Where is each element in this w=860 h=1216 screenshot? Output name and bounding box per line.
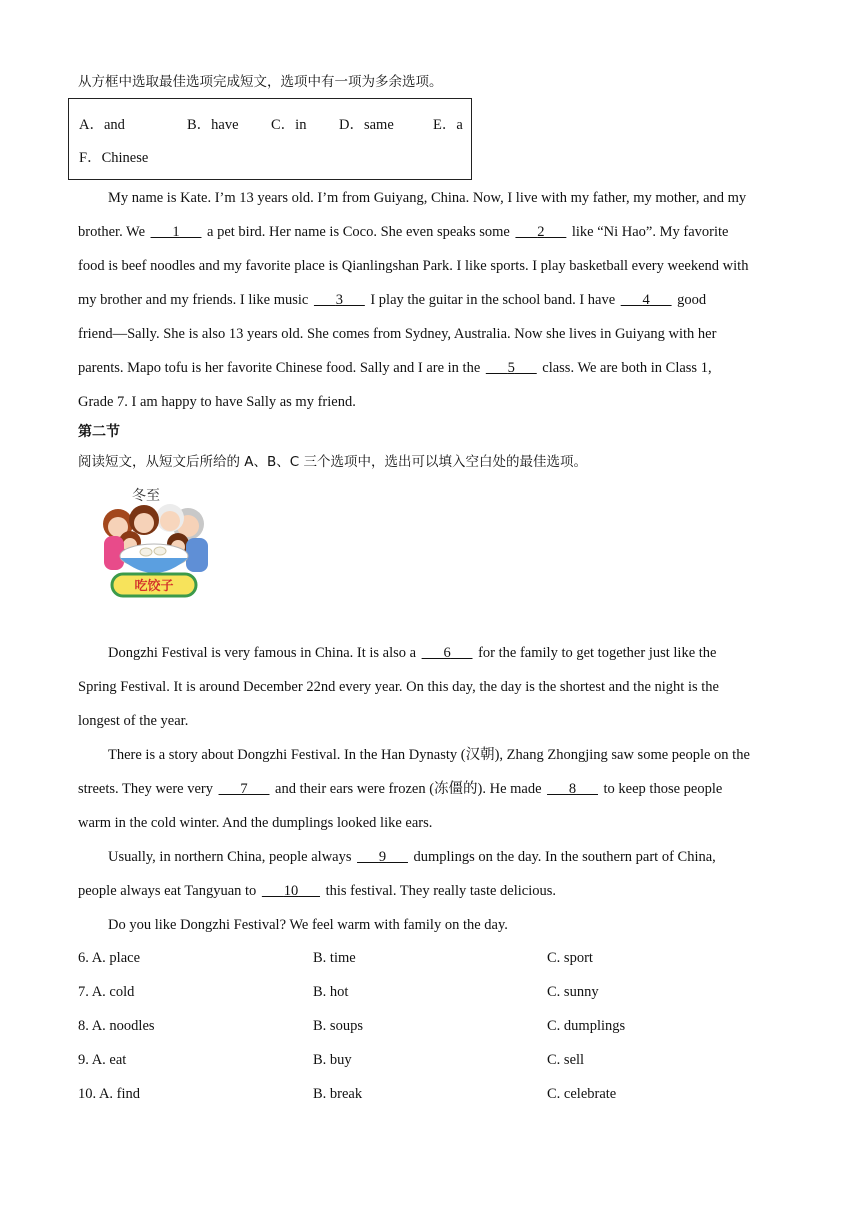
blank-3: 3 bbox=[335, 292, 343, 308]
question-9-option-a[interactable]: 9. A. eat bbox=[78, 1052, 127, 1068]
section2-heading: 第二节 bbox=[78, 424, 120, 440]
blank-9: 9 bbox=[378, 849, 387, 865]
passage2-line-2: Spring Festival. It is around December 22nd every year. On this day, the day is the shortest and the night is the bbox=[78, 679, 719, 695]
question-7-option-a[interactable]: 7. A. cold bbox=[78, 984, 135, 1000]
question-10-option-b[interactable]: B. break bbox=[313, 1086, 363, 1102]
question-9-option-b[interactable]: B. buy bbox=[313, 1052, 352, 1068]
blank-4: 4 bbox=[642, 292, 650, 308]
question-8-option-a[interactable]: 8. A. noodles bbox=[78, 1018, 155, 1034]
dongzhi-family-illustration bbox=[96, 484, 216, 608]
passage2-line-9: Do you like Dongzhi Festival? We feel warm with family on the day. bbox=[108, 917, 508, 933]
blank-6: 6 bbox=[443, 645, 451, 661]
option-d: D．same bbox=[339, 117, 394, 133]
passage2-line-4: There is a story about Dongzhi Festival. In the Han Dynasty (汉朝), Zhang Zhongjing saw some people on the bbox=[108, 747, 750, 763]
blank-5: 5 bbox=[507, 360, 515, 376]
passage1-line-7: Grade 7. I am happy to have Sally as my friend. bbox=[78, 394, 356, 410]
question-7-option-c[interactable]: C. sunny bbox=[547, 984, 599, 1000]
passage1-line-5: friend—Sally. She is also 13 years old. She comes from Sydney, Australia. Now she lives in Guiyang with her bbox=[78, 326, 717, 342]
blank-8: 8 bbox=[568, 781, 577, 797]
blank-2: 2 bbox=[537, 224, 545, 240]
question-10-option-a[interactable]: 10. A. find bbox=[78, 1086, 141, 1102]
passage2-line-5: streets. They were very 7 and their ears were frozen (冻僵的). He made 8 to keep those people bbox=[78, 781, 723, 797]
question-8-option-b[interactable]: B. soups bbox=[313, 1018, 363, 1034]
passage1-line-4: my brother and my friends. I like music 3 I play the guitar in the school band. I have 4 good bbox=[78, 292, 707, 308]
question-6-option-a[interactable]: 6. A. place bbox=[78, 950, 141, 966]
image-caption: 冬至 bbox=[132, 488, 160, 504]
blank-1: 1 bbox=[172, 224, 180, 240]
passage2-line-3: longest of the year. bbox=[78, 713, 189, 729]
passage1-line-6: parents. Mapo tofu is her favorite Chinese food. Sally and I are in the 5 class. We are both in Class 1, bbox=[78, 360, 712, 376]
question-9-option-c[interactable]: C. sell bbox=[547, 1052, 585, 1068]
passage2-line-1: Dongzhi Festival is very famous in China. It is also a 6 for the family to get together just like the bbox=[108, 645, 717, 661]
question-10-option-c[interactable]: C. celebrate bbox=[547, 1086, 617, 1102]
question-6-option-c[interactable]: C. sport bbox=[547, 950, 593, 966]
blank-10: 10 bbox=[283, 883, 299, 899]
option-b: B．have bbox=[187, 117, 239, 133]
options-box bbox=[68, 98, 472, 180]
image-banner: 吃饺子 bbox=[134, 579, 174, 594]
question-7-option-b[interactable]: B. hot bbox=[313, 984, 349, 1000]
option-a: A．and bbox=[79, 117, 125, 133]
option-c: C．in bbox=[271, 117, 307, 133]
question-6-option-b[interactable]: B. time bbox=[313, 950, 356, 966]
question-8-option-c[interactable]: C. dumplings bbox=[547, 1018, 626, 1034]
passage1-line-2: brother. We 1 a pet bird. Her name is Coco. She even speaks some 2 like “Ni Hao”. My favorite bbox=[78, 224, 729, 240]
section1-instruction: 从方框中选取最佳选项完成短文，选项中有一项为多余选项。 bbox=[78, 74, 443, 90]
passage2-line-7: Usually, in northern China, people always 9 dumplings on the day. In the southern part of China, bbox=[108, 849, 716, 865]
passage1-line-1: My name is Kate. I’m 13 years old. I’m from Guiyang, China. Now, I live with my father, my mother, and my bbox=[108, 190, 747, 206]
option-f: F．Chinese bbox=[79, 150, 149, 166]
section2-instruction: 阅读短文，从短文后所给的 A、B、C 三个选项中，选出可以填入空白处的最佳选项。 bbox=[78, 454, 588, 470]
passage1-line-3: food is beef noodles and my favorite place is Qianlingshan Park. I like sports. I play basketball every weekend with bbox=[78, 258, 749, 274]
blank-7: 7 bbox=[240, 781, 248, 797]
passage2-line-8: people always eat Tangyuan to 10 this festival. They really taste delicious. bbox=[78, 883, 557, 899]
passage2-line-6: warm in the cold winter. And the dumplings looked like ears. bbox=[78, 815, 433, 831]
option-e: E．a bbox=[433, 117, 463, 133]
